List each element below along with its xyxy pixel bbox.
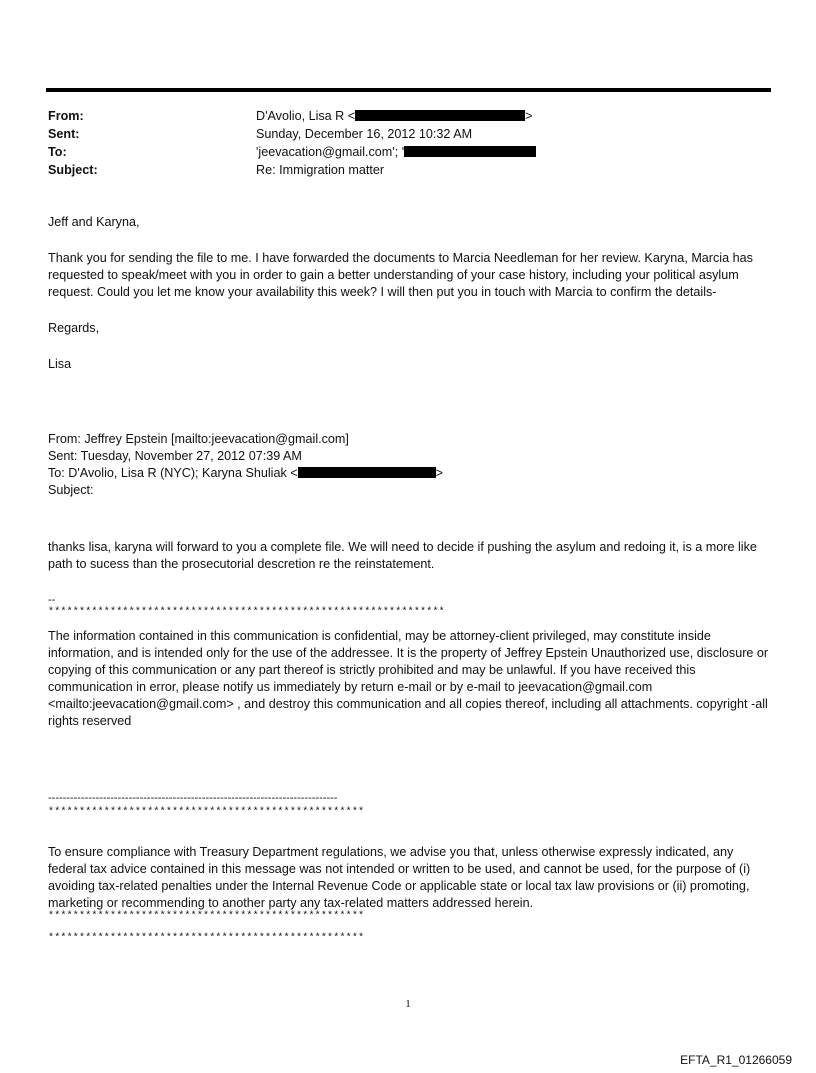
forwarded-from: From: Jeffrey Epstein [mailto:jeevacation@gmail.com]	[48, 432, 349, 446]
to-label: To:	[48, 145, 67, 159]
from-label: From:	[48, 109, 84, 123]
reply-paragraph: Thank you for sending the file to me. I have forwarded the documents to Marcia Needleman for her review. Karyna, Marcia has requested to speak/meet with you in order to gain a better understanding of your case history, including your political asylum request. Could you let me know your availability this week? I will then put you in touch with Marcia to confirm the details-	[48, 251, 753, 299]
sig-dashes: --	[48, 594, 56, 606]
stars-line: ***************************************************	[48, 911, 365, 922]
forwarded-header	[48, 431, 773, 499]
to-value	[256, 144, 536, 162]
forwarded-subject: Subject:	[48, 483, 94, 497]
reply-body	[48, 214, 773, 373]
sent-label: Sent:	[48, 127, 80, 141]
separator-line: -------------------------------------------------------------------------------	[48, 792, 338, 804]
redaction-bar	[404, 146, 536, 157]
stars-line: ****************************************************************	[48, 607, 445, 618]
stars-line: ***************************************************	[48, 807, 365, 818]
confidentiality-notice: The information contained in this communication is confidential, may be attorney-client privileged, may constitute inside information, and is intended only for the use of the addressee. It is the property of Jeffrey Epstein Unauthorized use, disclosure or copying of this communication or any part thereof is strictly prohibited and may be unlawful. If you have received this communication in error, please notify us immediately by return e-mail or by e-mail to jeevacation@gmail.com <mailto:jeevacation@gmail.com> , and destroy this communication and all copies thereof, including all attachments. copyright -all rights reserved	[48, 629, 769, 728]
from-value	[256, 108, 532, 126]
header-rule	[46, 88, 771, 92]
email-header	[48, 108, 536, 180]
sent-row	[48, 126, 536, 144]
document-id: EFTA_R1_01266059	[680, 1053, 792, 1067]
redaction-bar	[355, 110, 525, 121]
signature: Lisa	[48, 357, 72, 371]
subject-row	[48, 162, 536, 180]
tax-notice: To ensure compliance with Treasury Department regulations, we advise you that, unless otherwise expressly indicated, any federal tax advice contained in this message was not intended or written to be used, and cannot be used, for the purpose of (i) avoiding tax-related penalties under the Internal Revenue Code or applicable state or local tax law provisions or (ii) promoting, marketing or recommending to another party any tax-related matters addressed herein.	[48, 845, 751, 910]
forwarded-sent: Sent: Tuesday, November 27, 2012 07:39 AM	[48, 449, 302, 463]
subject-label: Subject:	[48, 163, 98, 177]
subject-value: Re: Immigration matter	[256, 163, 385, 177]
to-addresses: 'jeevacation@gmail.com'; '	[256, 145, 405, 159]
page-number: 1	[405, 998, 411, 1010]
from-row	[48, 108, 536, 126]
forwarded-message: thanks lisa, karyna will forward to you a complete file. We will need to decide if pushing the asylum and redoing it, is a more like path to sucess than the prosecutorial descretion re the reinstatement.	[48, 540, 757, 571]
to-row	[48, 144, 536, 162]
redaction-bar	[298, 467, 436, 478]
stars-line: ***************************************************	[48, 933, 365, 944]
from-tail: >	[525, 109, 533, 123]
forwarded-to-tail: >	[435, 466, 443, 480]
from-name: D'Avolio, Lisa R <	[256, 109, 356, 123]
sent-value: Sunday, December 16, 2012 10:32 AM	[256, 127, 473, 141]
forwarded-to-text: To: D'Avolio, Lisa R (NYC); Karyna Shuliak <	[48, 466, 298, 480]
forwarded-to	[48, 465, 773, 482]
closing: Regards,	[48, 321, 100, 335]
greeting: Jeff and Karyna,	[48, 215, 140, 229]
